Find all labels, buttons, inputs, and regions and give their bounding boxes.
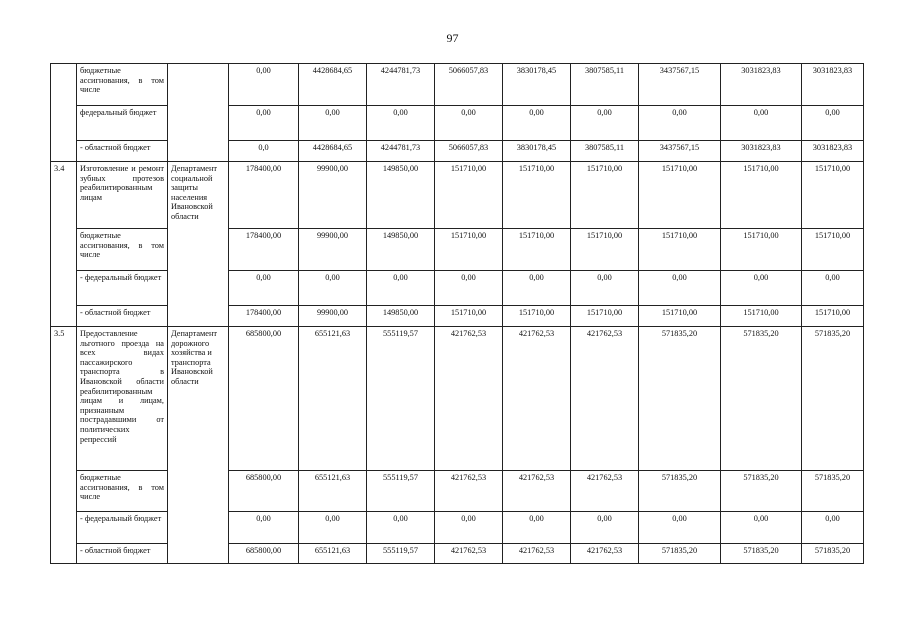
value-cell: 3031823,83 xyxy=(721,64,802,106)
value-cell: 3830178,45 xyxy=(503,64,571,106)
value-cell: 0,00 xyxy=(435,106,503,141)
value-cell: 3437567,15 xyxy=(639,141,721,162)
value-cell: 0,00 xyxy=(721,106,802,141)
value-cell: 421762,53 xyxy=(503,544,571,564)
row-executor: Департамент дорожного хозяйства и транспорта Ивановской области xyxy=(168,327,229,564)
value-cell: 151710,00 xyxy=(435,162,503,229)
value-cell: 151710,00 xyxy=(721,229,802,271)
value-cell: 0,00 xyxy=(571,271,639,306)
value-cell: 571835,20 xyxy=(639,327,721,471)
value-cell: 0,00 xyxy=(299,271,367,306)
value-cell: 421762,53 xyxy=(435,471,503,512)
value-cell: 151710,00 xyxy=(503,162,571,229)
row-name: - областной бюджет xyxy=(77,306,168,327)
value-cell: 0,00 xyxy=(299,106,367,141)
value-cell: 151710,00 xyxy=(802,306,864,327)
value-cell: 0,00 xyxy=(299,512,367,544)
value-cell: 571835,20 xyxy=(802,471,864,512)
value-cell: 571835,20 xyxy=(639,471,721,512)
value-cell: 0,00 xyxy=(639,512,721,544)
value-cell: 0,00 xyxy=(721,271,802,306)
value-cell: 151710,00 xyxy=(721,306,802,327)
value-cell: 571835,20 xyxy=(721,544,802,564)
value-cell: 0,00 xyxy=(229,271,299,306)
value-cell: 4244781,73 xyxy=(367,141,435,162)
value-cell: 151710,00 xyxy=(721,162,802,229)
value-cell: 655121,63 xyxy=(299,544,367,564)
row-number xyxy=(51,64,77,162)
value-cell: 0,00 xyxy=(367,271,435,306)
value-cell: 0,00 xyxy=(802,512,864,544)
row-number: 3.5 xyxy=(51,327,77,564)
value-cell: 0,00 xyxy=(802,271,864,306)
value-cell: 151710,00 xyxy=(571,229,639,271)
value-cell: 555119,57 xyxy=(367,471,435,512)
value-cell: 4428684,65 xyxy=(299,64,367,106)
value-cell: 149850,00 xyxy=(367,306,435,327)
value-cell: 151710,00 xyxy=(639,306,721,327)
row-name: Изготовление и ремонт зубных протезов реабилитированным лицам xyxy=(77,162,168,229)
value-cell: 5066057,83 xyxy=(435,141,503,162)
value-cell: 99900,00 xyxy=(299,306,367,327)
value-cell: 151710,00 xyxy=(571,162,639,229)
value-cell: 685800,00 xyxy=(229,327,299,471)
value-cell: 151710,00 xyxy=(802,162,864,229)
value-cell: 151710,00 xyxy=(435,229,503,271)
value-cell: 151710,00 xyxy=(802,229,864,271)
value-cell: 149850,00 xyxy=(367,229,435,271)
value-cell: 3830178,45 xyxy=(503,141,571,162)
value-cell: 571835,20 xyxy=(639,544,721,564)
value-cell: 0,00 xyxy=(229,64,299,106)
value-cell: 0,00 xyxy=(435,512,503,544)
value-cell: 685800,00 xyxy=(229,544,299,564)
value-cell: 0,00 xyxy=(721,512,802,544)
page-number: 97 xyxy=(446,31,459,45)
value-cell: 151710,00 xyxy=(571,306,639,327)
row-name: федеральный бюджет xyxy=(77,106,168,141)
value-cell: 0,00 xyxy=(503,512,571,544)
value-cell: 685800,00 xyxy=(229,471,299,512)
budget-table xyxy=(50,63,864,564)
value-cell: 421762,53 xyxy=(503,327,571,471)
value-cell: 3031823,83 xyxy=(802,64,864,106)
value-cell: 151710,00 xyxy=(639,162,721,229)
value-cell: 555119,57 xyxy=(367,327,435,471)
row-name: бюджетные ассигнования, в том числе xyxy=(77,229,168,271)
value-cell: 99900,00 xyxy=(299,229,367,271)
row-name: Предоставление льготного проезда на всех видах пассажирского транспорта в Ивановской области реабилитированным лицам и лицам, признанным пострадавшими от политических репрессий xyxy=(77,327,168,471)
value-cell: 99900,00 xyxy=(299,162,367,229)
value-cell: 555119,57 xyxy=(367,544,435,564)
value-cell: 151710,00 xyxy=(503,306,571,327)
row-executor xyxy=(168,64,229,162)
value-cell: 0,00 xyxy=(571,512,639,544)
value-cell: 0,00 xyxy=(802,106,864,141)
value-cell: 3437567,15 xyxy=(639,64,721,106)
value-cell: 3031823,83 xyxy=(802,141,864,162)
value-cell: 151710,00 xyxy=(639,229,721,271)
value-cell: 421762,53 xyxy=(435,544,503,564)
value-cell: 0,00 xyxy=(367,512,435,544)
value-cell: 178400,00 xyxy=(229,162,299,229)
value-cell: 3807585,11 xyxy=(571,64,639,106)
value-cell: 0,00 xyxy=(435,271,503,306)
value-cell: 0,00 xyxy=(571,106,639,141)
value-cell: 571835,20 xyxy=(802,544,864,564)
table-row xyxy=(51,64,864,106)
table-row xyxy=(51,162,864,229)
value-cell: 4428684,65 xyxy=(299,141,367,162)
value-cell: 0,0 xyxy=(229,141,299,162)
value-cell: 0,00 xyxy=(229,512,299,544)
value-cell: 0,00 xyxy=(639,271,721,306)
value-cell: 3031823,83 xyxy=(721,141,802,162)
table-row xyxy=(51,327,864,471)
value-cell: 421762,53 xyxy=(571,544,639,564)
row-name: бюджетные ассигнования, в том числе xyxy=(77,471,168,512)
row-name: - областной бюджет xyxy=(77,544,168,564)
value-cell: 655121,63 xyxy=(299,327,367,471)
value-cell: 571835,20 xyxy=(721,471,802,512)
value-cell: 655121,63 xyxy=(299,471,367,512)
value-cell: 0,00 xyxy=(503,271,571,306)
value-cell: 0,00 xyxy=(639,106,721,141)
value-cell: 151710,00 xyxy=(503,229,571,271)
value-cell: 3807585,11 xyxy=(571,141,639,162)
row-name: - федеральный бюджет xyxy=(77,512,168,544)
row-name: - областной бюджет xyxy=(77,141,168,162)
value-cell: 0,00 xyxy=(367,106,435,141)
row-number: 3.4 xyxy=(51,162,77,327)
value-cell: 0,00 xyxy=(503,106,571,141)
value-cell: 151710,00 xyxy=(435,306,503,327)
value-cell: 149850,00 xyxy=(367,162,435,229)
value-cell: 421762,53 xyxy=(503,471,571,512)
value-cell: 421762,53 xyxy=(571,471,639,512)
value-cell: 178400,00 xyxy=(229,229,299,271)
value-cell: 0,00 xyxy=(229,106,299,141)
value-cell: 421762,53 xyxy=(571,327,639,471)
value-cell: 178400,00 xyxy=(229,306,299,327)
value-cell: 421762,53 xyxy=(435,327,503,471)
value-cell: 571835,20 xyxy=(721,327,802,471)
row-executor: Департамент социальной защиты населения Ивановской области xyxy=(168,162,229,327)
value-cell: 4244781,73 xyxy=(367,64,435,106)
row-name: - федеральный бюджет xyxy=(77,271,168,306)
row-name: бюджетные ассигнования, в том числе xyxy=(77,64,168,106)
value-cell: 5066057,83 xyxy=(435,64,503,106)
value-cell: 571835,20 xyxy=(802,327,864,471)
